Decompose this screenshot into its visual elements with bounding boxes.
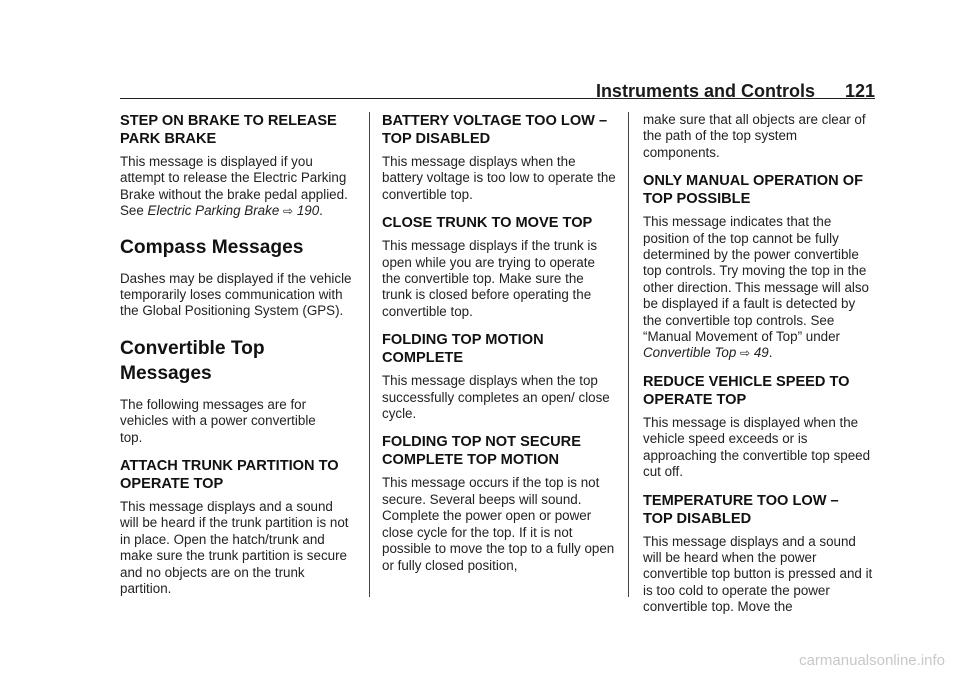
paragraph-battery-voltage: This message displays when the battery voltage is too low to operate the convertible top. bbox=[382, 154, 616, 202]
paragraph-folding-top-complete: This message displays when the top successfully completes an open/ close cycle. bbox=[382, 373, 610, 422]
paragraph-temperature-too-low: This message displays and a sound will be heard when the power convertible top button is pressed and it is too cold to operate the power convertible top. Move the bbox=[643, 533, 873, 615]
ref-convertible-top[interactable]: Convertible Top bbox=[643, 345, 737, 361]
heading-folding-top-not-secure: FOLDING TOP NOT SECURE COMPLETE TOP MOTION bbox=[382, 434, 581, 469]
header-rule bbox=[120, 98, 875, 99]
paragraph-convertible: The following messages are for vehicles with a power convertible top. bbox=[120, 396, 316, 445]
ref-end: . bbox=[768, 345, 773, 361]
watermark: carmanualsonline.info bbox=[799, 652, 945, 669]
heading-compass-messages: Compass Messages bbox=[120, 236, 304, 258]
paragraph-reduce-vehicle-speed: This message is displayed when the vehicle speed exceeds or is approaching the convertible top speed cut off. bbox=[643, 414, 871, 480]
ref-page-190[interactable]: 190 bbox=[296, 203, 320, 219]
heading-only-manual-operation: ONLY MANUAL OPERATION OF TOP POSSIBLE bbox=[643, 173, 864, 208]
heading-battery-voltage: BATTERY VOLTAGE TOO LOW – TOP DISABLED bbox=[382, 113, 608, 147]
section-title: Instruments and Controls bbox=[595, 81, 815, 101]
page-ref-arrow-icon: ⇨ bbox=[283, 204, 294, 219]
column-divider-2 bbox=[628, 112, 629, 597]
paragraph-compass: Dashes may be displayed if the vehicle temporarily loses communication with the Global Positioning System (GPS). bbox=[120, 270, 352, 319]
heading-close-trunk: CLOSE TRUNK TO MOVE TOP bbox=[382, 215, 593, 232]
ref-electric-parking-brake[interactable]: Electric Parking Brake bbox=[147, 203, 280, 219]
column-1 bbox=[120, 112, 354, 598]
paragraph-only-manual-operation bbox=[643, 214, 877, 362]
text-step-on-brake: This message is displayed if you attempt to release the Electric Parking Brake without the brake pedal applied. See bbox=[120, 154, 348, 219]
column-divider-1 bbox=[369, 112, 370, 597]
page-ref-arrow-icon: ⇨ bbox=[740, 346, 751, 361]
heading-convertible-top-messages: Convertible Top Messages bbox=[120, 337, 265, 384]
heading-attach-trunk-partition: ATTACH TRUNK PARTITION TO OPERATE TOP bbox=[120, 458, 339, 493]
page-number: 121 bbox=[844, 81, 875, 101]
ref-page-49[interactable]: 49 bbox=[753, 345, 769, 361]
paragraph-folding-top-not-secure: This message occurs if the top is not secure. Several beeps will sound. Complete the power open or power close cycle for the top. If it is not possible to move the top to a fully open or fully closed position, bbox=[382, 475, 615, 573]
paragraph-close-trunk: This message displays if the trunk is open while you are trying to operate the convertible top. Make sure the trunk is closed before operating the convertible top. bbox=[382, 238, 598, 319]
heading-reduce-vehicle-speed: REDUCE VEHICLE SPEED TO OPERATE TOP bbox=[643, 373, 850, 408]
text-only-manual-operation: This message indicates that the position of the top cannot be fully determined by the power convertible top controls. Try moving the top in the other direction. This message will also be displayed if a fault is detected by the convertible top controls. See “Manual Movement of Top” under bbox=[643, 214, 870, 345]
column-2 bbox=[382, 112, 616, 574]
heading-temperature-too-low: TEMPERATURE TOO LOW – TOP DISABLED bbox=[643, 492, 839, 527]
ref-end: . bbox=[319, 203, 323, 219]
column-3 bbox=[643, 112, 877, 616]
heading-folding-top-complete: FOLDING TOP MOTION COMPLETE bbox=[382, 332, 544, 367]
paragraph-step-on-brake bbox=[120, 154, 354, 220]
paragraph-continued: make sure that all objects are clear of the path of the top system components. bbox=[643, 112, 866, 160]
paragraph-attach-trunk-partition: This message displays and a sound will be heard if the trunk partition is not in place. Open the hatch/trunk and make sure the trunk partition is secure and no objects are on the trunk partition. bbox=[120, 499, 349, 597]
heading-step-on-brake: STEP ON BRAKE TO RELEASE PARK BRAKE bbox=[120, 113, 337, 147]
